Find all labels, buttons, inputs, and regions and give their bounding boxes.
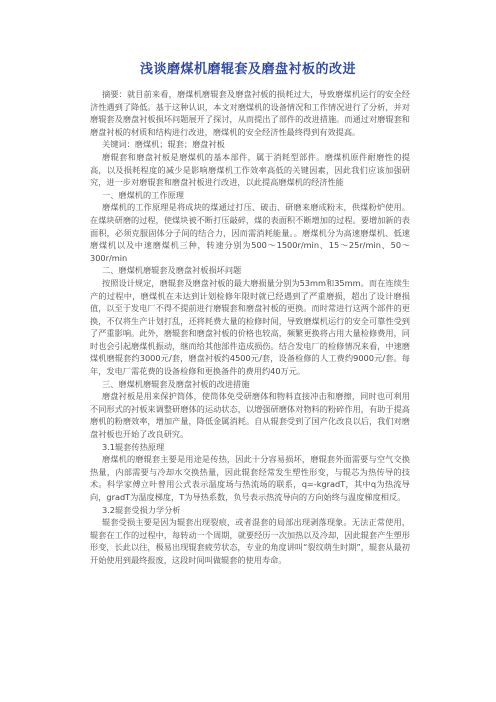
section-heading-3: 三、磨煤机磨辊套及磨盘衬板的改进措施 bbox=[102, 378, 250, 389]
section-heading-1: 一、磨煤机的工作原理 bbox=[102, 189, 184, 200]
document-title: 浅谈磨煤机磨辊套及磨盘衬板的改进 bbox=[139, 62, 356, 77]
subsection-heading-3-2: 3.2辊套受损力学分析 bbox=[102, 504, 181, 515]
subsection-3-1-paragraph: 磨煤机的磨辊套主要是用途是传热，因此十分容易损坏，磨辊套外面需要与空气交换热量，内部需要与冷却水交换热量，因此辊套经常发生塑性形变，与辊芯为热传导的技术。科学家傅立叶曾用公式表示温度场与热流场的联系，q=-kgradT，其中q为热流导向，gradT为温度梯度，T为导热系数，负号表示热流导向的方向始终与温度梯度相反。 bbox=[90, 454, 410, 502]
section-heading-2: 二、磨煤机磨辊套及磨盘衬板损坏问题 bbox=[102, 265, 242, 276]
keywords-line: 关键词：磨煤机；辊套；磨盘衬板 bbox=[102, 139, 225, 150]
document-body bbox=[90, 88, 410, 567]
section-2-paragraph: 按照设计规定，磨辊套及磨盘衬板的最大磨损量分别为53mm和35mm。而在连续生产的过程中，磨煤机在未达到计划检修年限时就已经遇到了严重磨损，超出了设计磨损值，以至于发电厂不得不提前进行磨辊套和磨盘衬板的更换。而时常进行这两个部件的更换，不仅将生产计划打乱，还将耗费大量的检修时间，导致磨煤机运行的安全可靠性受到了严重影响。此外，磨辊套和磨盘衬板的价格也较高，频繁更换将占用大量检修费用，同时也会引起磨煤机振动，继而给其他部件造成损伤。结合发电厂的检修情况来看，中速磨煤机磨辊套约3000元/套，磨盘衬板约4500元/套，设备检修的人工费约9000元/套。每年，发电厂需花费的设备检修和更换备件的费用约40万元。 bbox=[90, 277, 410, 377]
subsection-heading-3-1: 3.1辊套传热原理 bbox=[102, 441, 165, 452]
section-3-paragraph: 磨盘衬板是用来保护筒体，使筒体免受研磨体和物料直接冲击和磨擦，同时也可利用不同形式的衬板来调整研磨体的运动状态，以增强研磨体对物料的粉碎作用，有助于提高磨机的粉磨效率，增加产量，降低金属消耗。自从辊套受到了国产化改良以后，我们对磨盘衬板也开始了改良研究。 bbox=[90, 391, 410, 440]
section-1-paragraph: 磨煤机的工作原理是将成块的煤通过打压、破击、研磨来磨成粉末，供煤粉炉使用。在煤块研磨的过程，使煤块被不断打压敲碎，煤的表面积不断增加的过程。要增加新的表面积，必须克服固体分子间的结合力，因而需消耗能量。。磨煤机分为高速磨煤机、低速磨煤机以及中速磨煤机三种，转速分别为500～1500r/min、15～25r/min、50～300r/min bbox=[90, 202, 410, 263]
abstract-paragraph: 摘要：就目前来看，磨煤机磨辊套及磨盘衬板的损耗过大，导致磨煤机运行的安全经济性遇到了降低。基于这种认识，本文对磨煤机的设备情况和工作情况进行了分析，并对磨辊套及磨盘衬板损坏问题展开了探讨，从而提出了部件的改进措施。而通过对磨辊套和磨盘衬板的材质和结构进行改进，磨煤机的安全经济性最终得到有效提高。 bbox=[90, 89, 410, 137]
intro-paragraph: 磨辊套和磨盘衬板是磨煤机的基本部件，属于消耗型部件。磨煤机原件耐磨性的提高，以及损耗程度的减少是影响磨煤机工作效率高低的关键因素，因此我们应该加强研究，进一步对磨辊套和磨盘衬板进行改进，以此提高磨煤机的经济性能 bbox=[90, 151, 410, 188]
subsection-3-2-paragraph: 辊套受损主要是因为辊套出现裂痕，或者混套的局部出现剥落现象。无法正常使用，辊套在工作的过程中，每转动一个周期，就要经历一次加热以及冷却，因此辊套产生塑形形变，长此以往，极易出现辊套疲劳状态，专业的角度讲叫“裂纹萌生时期”，辊套从最初开始使用到最终报废，这段时间叫做辊套的使用寿命。 bbox=[90, 517, 410, 565]
